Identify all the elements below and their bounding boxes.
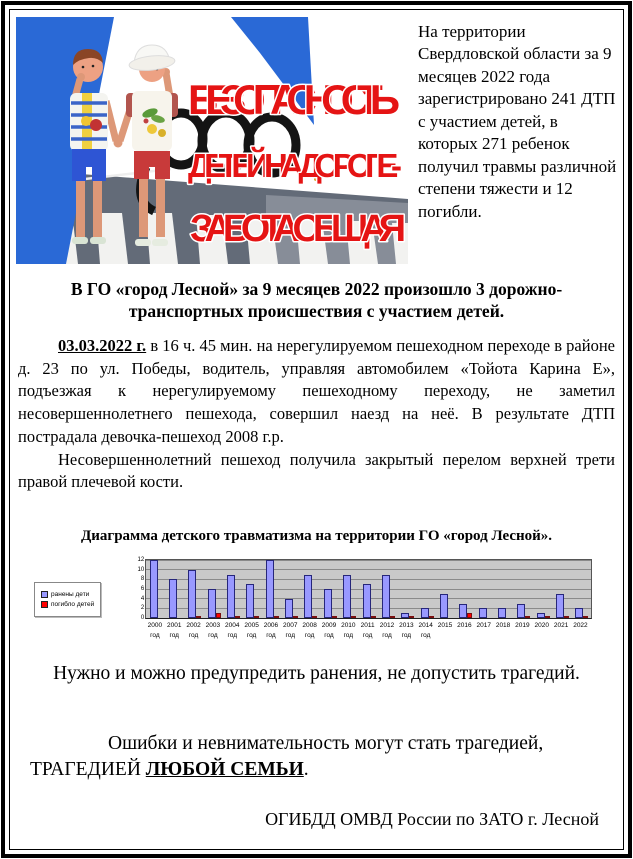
gridline-y10: [146, 569, 591, 570]
x-label-2022: 2022: [573, 622, 588, 630]
x-label-2016: 2016: [457, 622, 472, 630]
x-sublabel-2009: год: [324, 631, 334, 639]
bar-injured-2011: [363, 584, 371, 618]
bar-killed-2007: [293, 616, 298, 618]
warning-line2-period: .: [303, 758, 309, 780]
incident-description: [16, 335, 617, 494]
bar-injured-2003: [208, 589, 216, 618]
poster-headline-line1: БЕЗОПАСНОСТЬ: [188, 76, 400, 123]
y-tick-label-6: 6: [140, 586, 145, 593]
x-label-2018: 2018: [495, 622, 511, 630]
bar-killed-2009: [332, 616, 337, 618]
y-tick-label-8: 8: [140, 576, 145, 583]
y-tick-label-2: 2: [140, 605, 145, 612]
heading-line1: В ГО «город Лесной» за 9 месяцев 2022 произошло 3 дорожно-: [70, 279, 563, 299]
local-statistics-heading: [16, 279, 617, 323]
x-sublabel-2011: год: [362, 631, 373, 639]
x-label-2010: 2010 год: [339, 621, 358, 641]
gridline-y12: [146, 560, 591, 561]
bar-killed-2012: [390, 616, 395, 618]
x-label-2019: 2019: [515, 622, 530, 630]
x-sublabel-2000: год: [150, 631, 160, 639]
y-tick-label-0: 0: [140, 615, 145, 622]
x-label-2011: 2011 год: [358, 621, 377, 641]
chart-plot-column: [129, 559, 592, 641]
x-label-2007: 2007 год: [281, 621, 300, 641]
x-label-2006: 2006 год: [261, 621, 280, 641]
bar-killed-2016: [467, 613, 472, 618]
bar-injured-2007: [285, 599, 293, 618]
warning-line2-emphasis: ЛЮБОЙ СЕМЬИ: [145, 758, 304, 780]
bar-injured-2013: [401, 613, 409, 618]
poster-headline-line3: ЗАБОТА ОБЩАЯ: [190, 208, 406, 250]
chart-plot: [137, 557, 592, 622]
bar-injured-2017: [479, 608, 487, 618]
chart-x-axis-labels: [145, 621, 590, 641]
bar-injured-2019: [517, 604, 525, 619]
bar-injured-2020: [537, 613, 545, 618]
x-label-2012: 2012 год: [377, 621, 396, 641]
incident-paragraph-2: Несовершеннолетний пешеход получила закрытый перелом верхней трети правой плечевой кости.: [18, 449, 615, 492]
x-label-2014: 2014 год: [416, 621, 435, 641]
bar-injured-2012: [382, 575, 390, 619]
bar-killed-2021: [564, 616, 569, 618]
bar-killed-2020: [545, 616, 550, 618]
bar-killed-2003: [216, 613, 221, 618]
bar-injured-2021: [556, 594, 564, 618]
bar-killed-2006: [274, 616, 279, 618]
x-sublabel-2014: год: [420, 631, 431, 639]
x-sublabel-2001: год: [169, 631, 179, 639]
bar-injured-2004: [227, 575, 235, 619]
bar-injured-2002: [188, 570, 196, 618]
prevention-message: Нужно и можно предупредить ранения, не допустить трагедий.: [53, 662, 580, 684]
top-row: [16, 17, 617, 264]
gridline-y8: [146, 579, 591, 580]
x-sublabel-2012: год: [382, 631, 392, 639]
bar-injured-2014: [421, 608, 429, 618]
chart-title: Диаграмма детского травматизма на территории ГО «город Лесной».: [80, 528, 553, 545]
bar-killed-2010: [351, 616, 356, 618]
x-sublabel-2010: год: [343, 631, 354, 639]
legend-item-injured: [41, 591, 94, 598]
bar-injured-2008: [304, 575, 312, 619]
x-label-2005: 2005 год: [242, 621, 261, 641]
legend-swatch-killed: [41, 601, 48, 608]
x-label-2021: 2021: [553, 622, 569, 630]
x-label-2015: 2015: [437, 622, 453, 630]
bar-injured-2015: [440, 594, 448, 618]
x-label-2002: 2002 год: [184, 621, 203, 641]
road-safety-poster-image: [16, 17, 408, 264]
chart-legend: [34, 582, 101, 617]
warning-line2: [16, 757, 617, 783]
x-label-2009: 2009 год: [319, 621, 338, 641]
bar-killed-2022: [583, 616, 588, 618]
bar-injured-2000: [150, 560, 158, 618]
bar-killed-2008: [312, 616, 317, 618]
x-label-2008: 2008 год: [300, 621, 319, 641]
x-label-2000: 2000 год: [145, 621, 164, 641]
x-sublabel-2007: год: [285, 631, 296, 639]
x-sublabel-2006: год: [266, 631, 276, 639]
x-label-2003: 2003 год: [203, 621, 222, 641]
bar-injured-2001: [169, 579, 177, 618]
bar-killed-2002: [196, 616, 201, 618]
x-sublabel-2003: год: [208, 631, 218, 639]
bar-injured-2006: [266, 560, 274, 618]
heading-line2: транспортных происшествия с участием детей.: [128, 300, 505, 321]
x-sublabel-2008: год: [304, 631, 315, 639]
injury-chart: [16, 559, 617, 641]
legend-label-injured: ранены дети: [51, 590, 90, 598]
x-label-2020: 2020: [534, 622, 549, 630]
legend-swatch-injured: [41, 591, 48, 598]
x-sublabel-2004: год: [227, 631, 237, 639]
bar-injured-2016: [459, 604, 467, 619]
incident-paragraph-1: [18, 335, 615, 449]
warning-line1: Ошибки и невнимательность могут стать трагедией,: [108, 732, 544, 754]
bar-injured-2009: [324, 589, 332, 618]
x-sublabel-2002: год: [188, 631, 199, 639]
page-inner-border: [9, 9, 624, 850]
y-tick-label-12: 12: [137, 557, 145, 564]
x-label-2013: 2013 год: [397, 621, 416, 641]
x-label-2017: 2017: [476, 622, 491, 630]
bar-injured-2005: [246, 584, 254, 618]
x-label-2004: 2004 год: [223, 621, 242, 641]
poster-headline-line2: ДЕТЕЙ НА ДОРОГЕ-: [188, 147, 402, 184]
bar-injured-2022: [575, 608, 583, 618]
incident-date: 03.03.2022 г.: [58, 335, 147, 355]
poster-headline: [188, 76, 406, 250]
bar-injured-2010: [343, 575, 351, 619]
y-tick-label-10: 10: [137, 566, 145, 573]
y-tick-label-4: 4: [140, 595, 145, 602]
bar-killed-2005: [254, 616, 259, 618]
bar-injured-2018: [498, 608, 506, 618]
issuing-authority: ОГИБДД ОМВД России по ЗАТО г. Лесной: [265, 809, 599, 830]
warning-line2-prefix: ТРАГЕДИЕЙ: [30, 758, 146, 780]
region-statistics-text: На территории Свердловской области за 9 месяцев 2022 года зарегистрировано 241 ДТП с участием детей, в которых 271 ребенок получил травмы различной степени тяжести и 12 погибли.: [418, 22, 617, 221]
incident-paragraph-1-text: в 16 ч. 45 мин. на нерегулируемом пешеходном переходе в районе д. 23 по ул. Победы, водитель, управляя автомобилем «Тойота Карина Е», подъезжая к нерегулируемому пешеходному переходу, не заметил несовершеннолетнего пешехода, совершил наезд на неё. В результате ДТП пострадала девочка-пешеход 2008 г.р.: [18, 335, 615, 446]
bar-killed-2004: [235, 616, 240, 618]
x-sublabel-2013: год: [401, 631, 412, 639]
bar-killed-2014: [429, 616, 434, 618]
x-label-2001: 2001 год: [165, 621, 184, 641]
page-content: [10, 10, 623, 849]
bar-killed-2011: [371, 616, 376, 618]
x-sublabel-2005: год: [246, 631, 257, 639]
legend-item-killed: [41, 601, 94, 608]
warning-message: [16, 731, 617, 784]
legend-label-killed: погибло детей: [51, 600, 95, 608]
bar-killed-2019: [525, 616, 530, 618]
bar-killed-2013: [409, 616, 414, 618]
